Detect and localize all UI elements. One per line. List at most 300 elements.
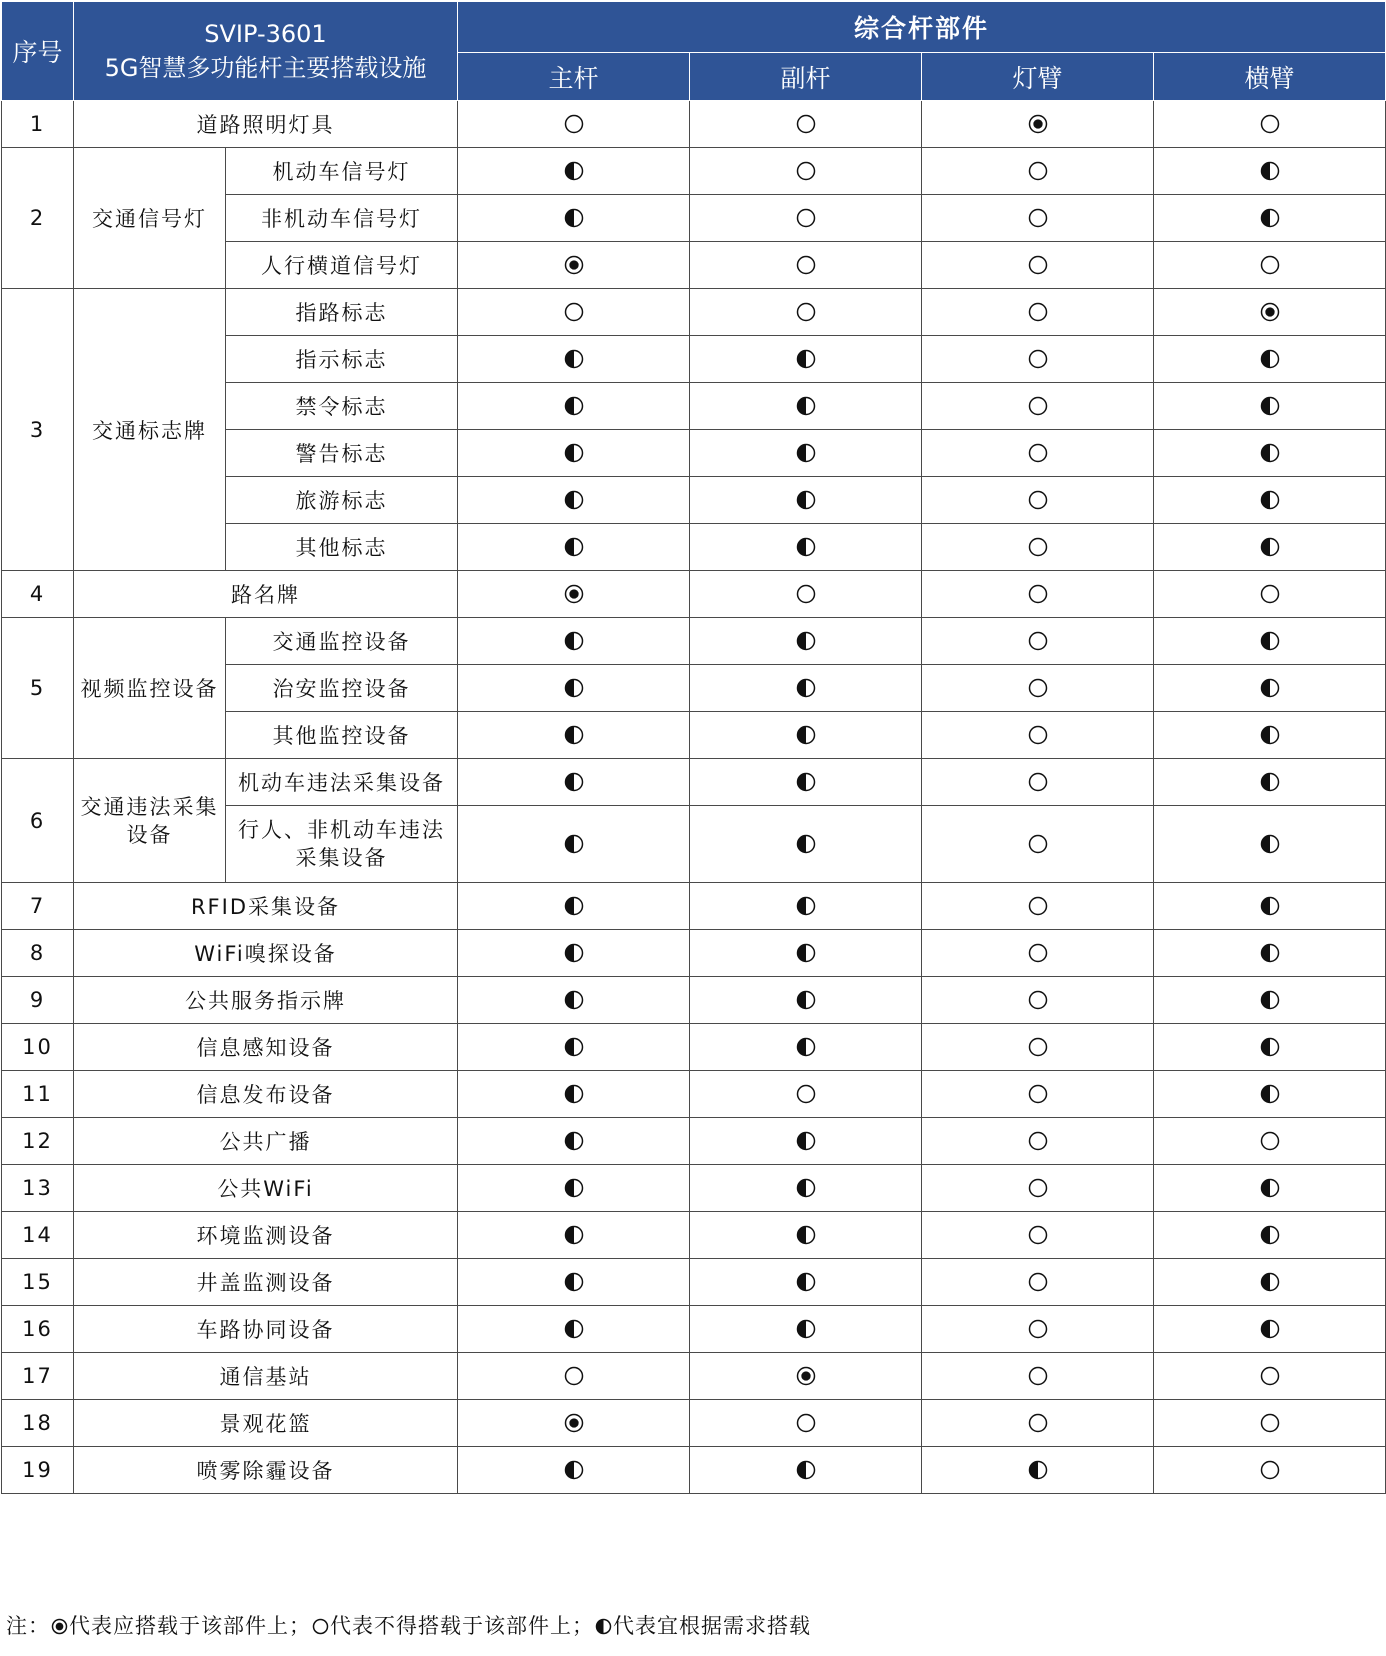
mark-cell-main-pole — [458, 1306, 690, 1353]
facility-name: 环境监测设备 — [74, 1212, 458, 1259]
facility-item-name: 指路标志 — [226, 289, 458, 336]
empty-circle-icon — [922, 208, 1153, 228]
half-filled-circle-icon — [690, 490, 921, 510]
table-row — [2, 148, 1386, 195]
half-filled-circle-icon — [1154, 349, 1385, 369]
mark-cell-sub-pole — [690, 430, 922, 477]
mark-cell-sub-pole — [690, 148, 922, 195]
table-row — [2, 1259, 1386, 1306]
facility-group-name — [74, 759, 226, 883]
half-filled-circle-icon — [1154, 725, 1385, 745]
facility-name: 公共WiFi — [74, 1165, 458, 1212]
half-filled-circle-icon — [690, 631, 921, 651]
facility-name: 公共服务指示牌 — [74, 977, 458, 1024]
empty-circle-icon — [922, 1131, 1153, 1151]
mark-cell-lamp-arm — [922, 1400, 1154, 1447]
facility-group-name-line-1: 交通违法采集 — [80, 794, 219, 819]
table-row — [2, 1353, 1386, 1400]
facility-item-name: 警告标志 — [226, 430, 458, 477]
row-seq-number: 19 — [2, 1447, 74, 1494]
mark-cell-lamp-arm — [922, 930, 1154, 977]
empty-circle-icon — [922, 1084, 1153, 1104]
facility-item-name: 机动车信号灯 — [226, 148, 458, 195]
mark-cell-cross-arm — [1154, 383, 1386, 430]
facility-name: 公共广播 — [74, 1118, 458, 1165]
mark-cell-main-pole — [458, 1212, 690, 1259]
empty-circle-icon — [922, 772, 1153, 792]
mark-cell-main-pole — [458, 759, 690, 806]
empty-circle-icon — [1154, 584, 1385, 604]
mark-cell-main-pole — [458, 977, 690, 1024]
title-line-1: SVIP-3601 — [204, 20, 327, 48]
empty-circle-icon — [458, 114, 689, 134]
mark-cell-main-pole — [458, 383, 690, 430]
mark-cell-sub-pole — [690, 1118, 922, 1165]
mark-cell-lamp-arm — [922, 1165, 1154, 1212]
half-filled-circle-icon — [1154, 834, 1385, 854]
empty-circle-icon — [690, 1084, 921, 1104]
half-filled-circle-icon — [922, 1460, 1153, 1480]
half-filled-circle-icon — [690, 943, 921, 963]
empty-circle-icon — [690, 161, 921, 181]
facility-group-name: 视频监控设备 — [74, 618, 226, 759]
half-filled-circle-icon — [458, 1178, 689, 1198]
half-filled-circle-icon — [458, 1460, 689, 1480]
mark-cell-main-pole — [458, 665, 690, 712]
empty-circle-icon — [1154, 1131, 1385, 1151]
half-filled-circle-icon — [458, 1084, 689, 1104]
mark-cell-sub-pole — [690, 1353, 922, 1400]
empty-circle-icon — [922, 990, 1153, 1010]
table-row — [2, 977, 1386, 1024]
table-header — [2, 2, 1386, 101]
row-seq-number: 11 — [2, 1071, 74, 1118]
mark-cell-lamp-arm — [922, 1447, 1154, 1494]
empty-circle-icon — [922, 631, 1153, 651]
row-seq-number: 18 — [2, 1400, 74, 1447]
half-filled-circle-icon — [1154, 1272, 1385, 1292]
empty-circle-icon — [922, 1413, 1153, 1433]
bullseye-icon — [458, 255, 689, 275]
footnote — [6, 1610, 811, 1640]
table-row — [2, 1165, 1386, 1212]
empty-circle-icon — [922, 1366, 1153, 1386]
row-seq-number: 3 — [2, 289, 74, 571]
table-row — [2, 1212, 1386, 1259]
half-filled-circle-icon — [458, 208, 689, 228]
mark-cell-sub-pole — [690, 1447, 922, 1494]
half-filled-circle-icon — [690, 772, 921, 792]
row-seq-number: 7 — [2, 883, 74, 930]
half-filled-circle-icon — [1154, 1084, 1385, 1104]
empty-circle-icon — [690, 302, 921, 322]
table-body — [2, 101, 1386, 1494]
half-filled-circle-icon — [1154, 772, 1385, 792]
empty-circle-icon — [922, 396, 1153, 416]
half-filled-circle-icon — [690, 1131, 921, 1151]
half-filled-circle-icon — [690, 896, 921, 916]
row-seq-number: 16 — [2, 1306, 74, 1353]
seq-header: 序号 — [2, 2, 74, 101]
facility-name: 道路照明灯具 — [74, 101, 458, 148]
table-row — [2, 1071, 1386, 1118]
mark-cell-lamp-arm — [922, 524, 1154, 571]
half-filled-circle-icon — [1154, 208, 1385, 228]
bullseye-icon — [50, 1614, 69, 1638]
mark-cell-lamp-arm — [922, 883, 1154, 930]
mark-cell-sub-pole — [690, 289, 922, 336]
bullseye-icon — [1154, 302, 1385, 322]
empty-circle-icon — [922, 161, 1153, 181]
mark-cell-lamp-arm — [922, 430, 1154, 477]
half-filled-circle-icon — [690, 1319, 921, 1339]
half-filled-circle-icon — [458, 678, 689, 698]
bullseye-icon — [922, 114, 1153, 134]
bullseye-icon — [458, 1413, 689, 1433]
row-seq-number: 6 — [2, 759, 74, 883]
empty-circle-icon — [922, 302, 1153, 322]
mark-cell-lamp-arm — [922, 242, 1154, 289]
half-filled-circle-icon — [1154, 896, 1385, 916]
mark-cell-main-pole — [458, 1259, 690, 1306]
mark-cell-lamp-arm — [922, 289, 1154, 336]
row-seq-number: 17 — [2, 1353, 74, 1400]
half-filled-circle-icon — [690, 1037, 921, 1057]
half-filled-circle-icon — [690, 990, 921, 1010]
facility-name: 路名牌 — [74, 571, 458, 618]
mark-cell-lamp-arm — [922, 383, 1154, 430]
mark-cell-main-pole — [458, 1447, 690, 1494]
facility-item-name: 禁令标志 — [226, 383, 458, 430]
facility-item-name-line-1: 行人、非机动车违法 — [238, 818, 445, 842]
mark-cell-main-pole — [458, 336, 690, 383]
empty-circle-icon — [922, 834, 1153, 854]
half-filled-circle-icon — [458, 834, 689, 854]
empty-circle-icon — [458, 1366, 689, 1386]
mark-cell-cross-arm — [1154, 571, 1386, 618]
table-row — [2, 930, 1386, 977]
facility-item-name: 机动车违法采集设备 — [226, 759, 458, 806]
mark-cell-sub-pole — [690, 195, 922, 242]
empty-circle-icon — [922, 896, 1153, 916]
empty-circle-icon — [922, 943, 1153, 963]
half-filled-circle-icon — [458, 1225, 689, 1245]
row-seq-number: 4 — [2, 571, 74, 618]
mark-cell-cross-arm — [1154, 242, 1386, 289]
table-row — [2, 883, 1386, 930]
half-filled-circle-icon — [690, 1272, 921, 1292]
half-filled-circle-icon — [458, 1319, 689, 1339]
half-filled-circle-icon — [458, 349, 689, 369]
facility-name: WiFi嗅探设备 — [74, 930, 458, 977]
empty-circle-icon — [458, 302, 689, 322]
mark-cell-sub-pole — [690, 759, 922, 806]
mark-cell-sub-pole — [690, 1071, 922, 1118]
mark-cell-cross-arm — [1154, 618, 1386, 665]
mark-cell-lamp-arm — [922, 1212, 1154, 1259]
mark-cell-lamp-arm — [922, 1118, 1154, 1165]
row-seq-number: 10 — [2, 1024, 74, 1071]
empty-circle-icon — [922, 537, 1153, 557]
facility-item-name — [226, 806, 458, 883]
table-row — [2, 618, 1386, 665]
mark-cell-main-pole — [458, 618, 690, 665]
mark-cell-sub-pole — [690, 930, 922, 977]
mark-cell-main-pole — [458, 1118, 690, 1165]
footnote-none-text: 代表不得搭载于该部件上； — [330, 1614, 594, 1638]
facility-group-name-line-2: 设备 — [126, 822, 173, 847]
mark-cell-cross-arm — [1154, 289, 1386, 336]
mark-cell-cross-arm — [1154, 1447, 1386, 1494]
mark-cell-main-pole — [458, 195, 690, 242]
table-row — [2, 571, 1386, 618]
half-filled-circle-icon — [1154, 678, 1385, 698]
mark-cell-lamp-arm — [922, 336, 1154, 383]
half-filled-circle-icon — [458, 161, 689, 181]
title-line-2: 5G智慧多功能杆主要搭载设施 — [104, 54, 427, 82]
table-row — [2, 1400, 1386, 1447]
empty-circle-icon — [1154, 255, 1385, 275]
half-filled-circle-icon — [1154, 396, 1385, 416]
mark-cell-cross-arm — [1154, 1212, 1386, 1259]
row-seq-number: 14 — [2, 1212, 74, 1259]
table-row — [2, 1306, 1386, 1353]
empty-circle-icon — [922, 1225, 1153, 1245]
component-group-header: 综合杆部件 — [458, 2, 1386, 53]
mark-cell-sub-pole — [690, 1212, 922, 1259]
mark-cell-main-pole — [458, 1071, 690, 1118]
mark-cell-main-pole — [458, 883, 690, 930]
table-title-header — [74, 2, 458, 101]
mark-cell-main-pole — [458, 289, 690, 336]
mark-cell-sub-pole — [690, 1306, 922, 1353]
facility-group-name: 交通标志牌 — [74, 289, 226, 571]
row-seq-number: 12 — [2, 1118, 74, 1165]
mark-cell-cross-arm — [1154, 336, 1386, 383]
mark-cell-lamp-arm — [922, 1353, 1154, 1400]
empty-circle-icon — [1154, 114, 1385, 134]
mark-cell-lamp-arm — [922, 477, 1154, 524]
empty-circle-icon — [922, 584, 1153, 604]
mark-cell-lamp-arm — [922, 806, 1154, 883]
empty-circle-icon — [922, 255, 1153, 275]
mark-cell-main-pole — [458, 148, 690, 195]
half-filled-circle-icon — [458, 1131, 689, 1151]
empty-circle-icon — [922, 678, 1153, 698]
empty-circle-icon — [922, 443, 1153, 463]
half-filled-circle-icon — [1154, 443, 1385, 463]
empty-circle-icon — [922, 1319, 1153, 1339]
half-filled-circle-icon — [458, 490, 689, 510]
empty-circle-icon — [311, 1614, 330, 1638]
table-row — [2, 1447, 1386, 1494]
mark-cell-cross-arm — [1154, 430, 1386, 477]
mark-cell-cross-arm — [1154, 1259, 1386, 1306]
half-filled-circle-icon — [1154, 490, 1385, 510]
facility-name: 信息发布设备 — [74, 1071, 458, 1118]
half-filled-circle-icon — [690, 537, 921, 557]
row-seq-number: 9 — [2, 977, 74, 1024]
half-filled-circle-icon — [1154, 1319, 1385, 1339]
mark-cell-sub-pole — [690, 1400, 922, 1447]
half-filled-circle-icon — [458, 725, 689, 745]
empty-circle-icon — [922, 349, 1153, 369]
row-seq-number: 5 — [2, 618, 74, 759]
facility-item-name: 指示标志 — [226, 336, 458, 383]
mark-cell-main-pole — [458, 1353, 690, 1400]
column-header-sub-pole: 副杆 — [690, 53, 922, 101]
table-row — [2, 289, 1386, 336]
row-seq-number: 8 — [2, 930, 74, 977]
mark-cell-lamp-arm — [922, 1259, 1154, 1306]
half-filled-circle-icon — [458, 631, 689, 651]
facility-item-name-line-2: 采集设备 — [295, 846, 388, 870]
mark-cell-lamp-arm — [922, 665, 1154, 712]
column-header-lamp-arm: 灯臂 — [922, 53, 1154, 101]
half-filled-circle-icon — [1154, 537, 1385, 557]
mark-cell-sub-pole — [690, 883, 922, 930]
mark-cell-main-pole — [458, 1165, 690, 1212]
facility-name: 车路协同设备 — [74, 1306, 458, 1353]
mark-cell-cross-arm — [1154, 759, 1386, 806]
mark-cell-cross-arm — [1154, 1071, 1386, 1118]
facility-item-name: 旅游标志 — [226, 477, 458, 524]
mark-cell-lamp-arm — [922, 1071, 1154, 1118]
column-header-cross-arm: 横臂 — [1154, 53, 1386, 101]
half-filled-circle-icon — [1154, 1037, 1385, 1057]
table-row — [2, 101, 1386, 148]
mark-cell-sub-pole — [690, 101, 922, 148]
mark-cell-lamp-arm — [922, 1024, 1154, 1071]
column-header-main-pole: 主杆 — [458, 53, 690, 101]
half-filled-circle-icon — [458, 1272, 689, 1292]
mark-cell-cross-arm — [1154, 1400, 1386, 1447]
facility-item-name: 其他标志 — [226, 524, 458, 571]
row-seq-number: 1 — [2, 101, 74, 148]
empty-circle-icon — [1154, 1366, 1385, 1386]
table-row — [2, 1118, 1386, 1165]
half-filled-circle-icon — [458, 943, 689, 963]
empty-circle-icon — [690, 208, 921, 228]
mark-cell-sub-pole — [690, 977, 922, 1024]
half-filled-circle-icon — [1154, 1178, 1385, 1198]
half-filled-circle-icon — [458, 896, 689, 916]
facility-item-name: 其他监控设备 — [226, 712, 458, 759]
mark-cell-sub-pole — [690, 806, 922, 883]
mark-cell-main-pole — [458, 242, 690, 289]
mark-cell-sub-pole — [690, 618, 922, 665]
mark-cell-sub-pole — [690, 477, 922, 524]
mark-cell-cross-arm — [1154, 1118, 1386, 1165]
half-filled-circle-icon — [690, 349, 921, 369]
empty-circle-icon — [1154, 1460, 1385, 1480]
mark-cell-cross-arm — [1154, 806, 1386, 883]
empty-circle-icon — [922, 1272, 1153, 1292]
footnote-prefix: 注： — [6, 1614, 50, 1638]
half-filled-circle-icon — [690, 443, 921, 463]
empty-circle-icon — [922, 1037, 1153, 1057]
half-filled-circle-icon — [458, 443, 689, 463]
mark-cell-sub-pole — [690, 1165, 922, 1212]
bullseye-icon — [458, 584, 689, 604]
mark-cell-main-pole — [458, 712, 690, 759]
mark-cell-cross-arm — [1154, 1353, 1386, 1400]
facility-item-name: 治安监控设备 — [226, 665, 458, 712]
facility-table — [1, 1, 1386, 1494]
mark-cell-sub-pole — [690, 336, 922, 383]
mark-cell-main-pole — [458, 930, 690, 977]
half-filled-circle-icon — [458, 396, 689, 416]
half-filled-circle-icon — [594, 1614, 613, 1638]
table-row — [2, 759, 1386, 806]
table-row — [2, 1024, 1386, 1071]
half-filled-circle-icon — [1154, 990, 1385, 1010]
empty-circle-icon — [922, 490, 1153, 510]
empty-circle-icon — [690, 584, 921, 604]
facility-group-name: 交通信号灯 — [74, 148, 226, 289]
mark-cell-cross-arm — [1154, 101, 1386, 148]
mark-cell-cross-arm — [1154, 1024, 1386, 1071]
facility-name: 喷雾除霾设备 — [74, 1447, 458, 1494]
mark-cell-sub-pole — [690, 383, 922, 430]
mark-cell-lamp-arm — [922, 571, 1154, 618]
half-filled-circle-icon — [1154, 943, 1385, 963]
half-filled-circle-icon — [690, 1225, 921, 1245]
mark-cell-cross-arm — [1154, 477, 1386, 524]
mark-cell-main-pole — [458, 430, 690, 477]
half-filled-circle-icon — [690, 678, 921, 698]
mark-cell-sub-pole — [690, 712, 922, 759]
half-filled-circle-icon — [690, 1178, 921, 1198]
half-filled-circle-icon — [458, 537, 689, 557]
half-filled-circle-icon — [690, 834, 921, 854]
facility-item-name: 人行横道信号灯 — [226, 242, 458, 289]
mark-cell-lamp-arm — [922, 101, 1154, 148]
mark-cell-lamp-arm — [922, 1306, 1154, 1353]
mark-cell-lamp-arm — [922, 977, 1154, 1024]
half-filled-circle-icon — [458, 990, 689, 1010]
mark-cell-sub-pole — [690, 242, 922, 289]
mark-cell-lamp-arm — [922, 712, 1154, 759]
half-filled-circle-icon — [1154, 161, 1385, 181]
mark-cell-cross-arm — [1154, 883, 1386, 930]
half-filled-circle-icon — [690, 1460, 921, 1480]
mark-cell-lamp-arm — [922, 759, 1154, 806]
row-seq-number: 2 — [2, 148, 74, 289]
empty-circle-icon — [922, 1178, 1153, 1198]
half-filled-circle-icon — [458, 1037, 689, 1057]
mark-cell-cross-arm — [1154, 195, 1386, 242]
facility-name: RFID采集设备 — [74, 883, 458, 930]
mark-cell-main-pole — [458, 477, 690, 524]
half-filled-circle-icon — [690, 725, 921, 745]
mark-cell-lamp-arm — [922, 195, 1154, 242]
facility-name: 信息感知设备 — [74, 1024, 458, 1071]
empty-circle-icon — [690, 114, 921, 134]
empty-circle-icon — [1154, 1413, 1385, 1433]
mark-cell-lamp-arm — [922, 618, 1154, 665]
empty-circle-icon — [690, 1413, 921, 1433]
mark-cell-main-pole — [458, 1024, 690, 1071]
mark-cell-sub-pole — [690, 1259, 922, 1306]
mark-cell-main-pole — [458, 101, 690, 148]
facility-item-name: 非机动车信号灯 — [226, 195, 458, 242]
mark-cell-main-pole — [458, 806, 690, 883]
row-seq-number: 13 — [2, 1165, 74, 1212]
half-filled-circle-icon — [458, 772, 689, 792]
half-filled-circle-icon — [1154, 1225, 1385, 1245]
mark-cell-main-pole — [458, 524, 690, 571]
